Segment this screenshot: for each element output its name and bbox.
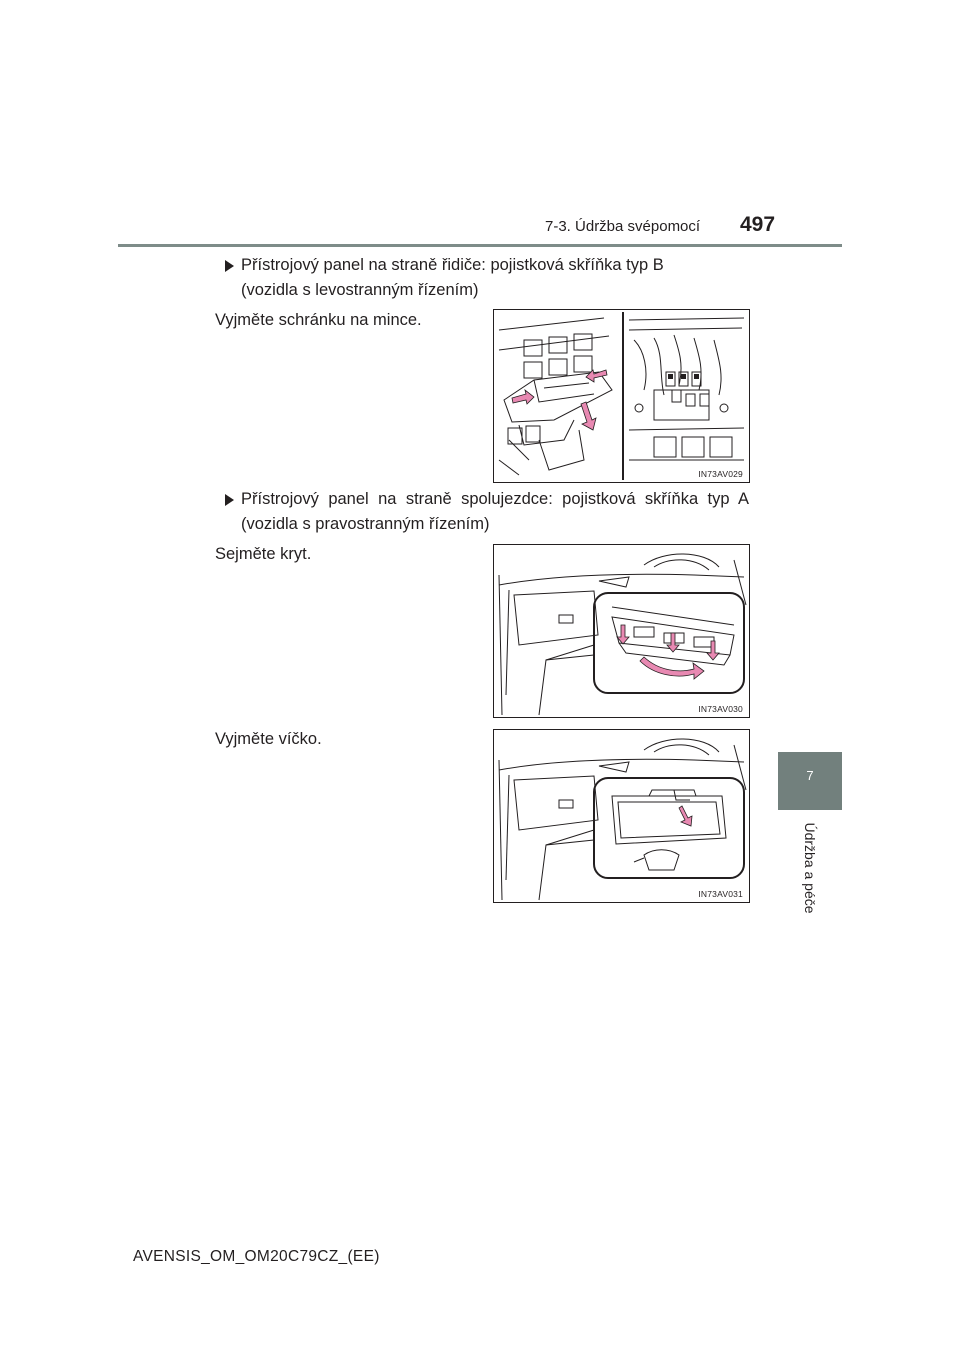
figure-code: IN73AV031 (698, 889, 743, 899)
figure-code: IN73AV029 (698, 469, 743, 479)
bullet-triangle-icon (225, 494, 234, 506)
item-3-step: Vyjměte víčko. (215, 730, 322, 748)
figure-coin-box (493, 309, 750, 483)
item-1-step: Vyjměte schránku na mince. (215, 311, 422, 329)
footer-doc-id: AVENSIS_OM_OM20C79CZ_(EE) (133, 1248, 380, 1265)
figure-code: IN73AV030 (698, 704, 743, 714)
chapter-number: 7 (806, 768, 814, 783)
figure-lid-removal (493, 729, 750, 903)
chapter-label: Údržba a péče (802, 822, 818, 914)
item-2-heading: Přístrojový panel na straně spolujezdce: pojistková skříňka typ A (vozidla s pravostranným řízením) (241, 490, 749, 533)
item-2-step: Sejměte kryt. (215, 545, 312, 563)
figure-cover-removal (493, 544, 750, 718)
bullet-triangle-icon (225, 260, 234, 272)
section-title: 7-3. Údržba svépomocí (545, 218, 701, 235)
header-rule (118, 244, 842, 247)
item-1-heading: Přístrojový panel na straně řidiče: pojistková skříňka typ B (vozidla s levostranným řízením) (241, 256, 664, 299)
page-number: 497 (740, 213, 776, 236)
